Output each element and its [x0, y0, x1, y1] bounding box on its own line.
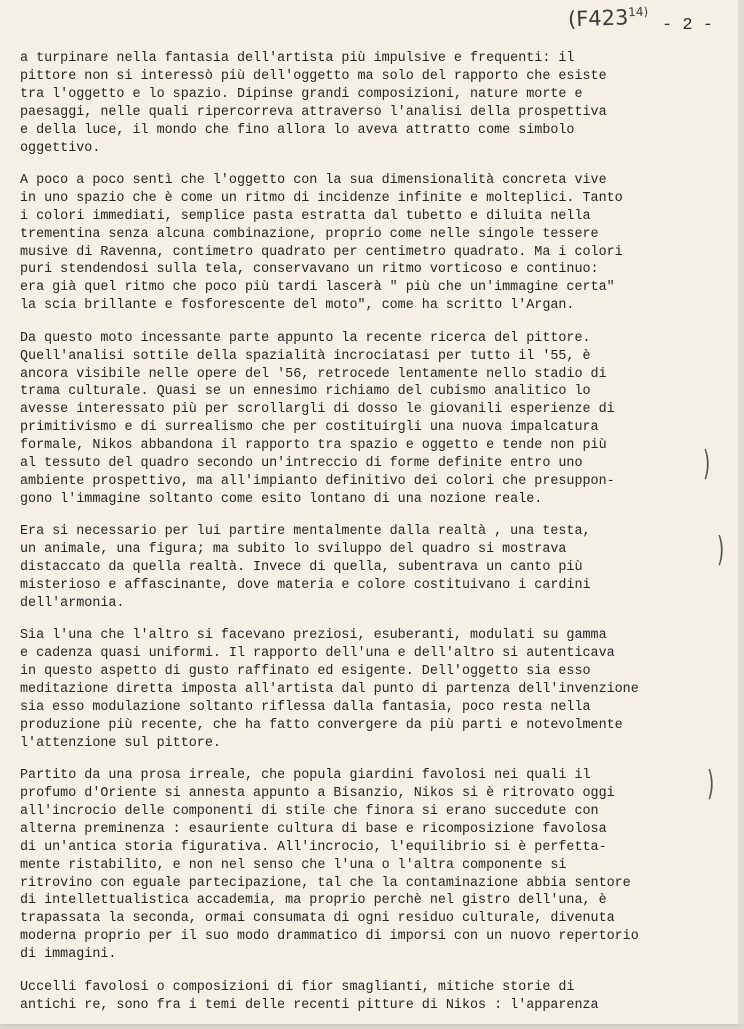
text-line: primitivismo e di surrealismo che per costituirgli una nuova impalcatura — [20, 420, 599, 436]
text-line: Partito da una prosa irreale, che popula giardini favolosi nei quali il — [20, 768, 591, 784]
text-line: gono l'immagine soltanto come esito lontano di una nozione reale. — [20, 491, 543, 507]
text-line: tra l'oggetto e lo spazio. Dipinse grandi composizioni, nature morte e — [20, 86, 583, 102]
page-number: - 2 - — [662, 16, 714, 35]
page-edge — [738, 0, 744, 1024]
margin-bracket-mark: ) — [702, 444, 711, 484]
text-line: trementina senza alcuna combinazione, proprio come nelle singole tessere — [20, 226, 599, 242]
text-line: di intellettualistica accademia, ma proprio perchè nel gistro dell'una, è — [20, 893, 607, 909]
paragraph-6 — [20, 767, 732, 964]
text-line: e della luce, il mondo che fino allora lo aveva attratto come simbolo — [20, 122, 575, 138]
text-line: i colori immediati, semplice pasta estratta dal tubetto e diluita nella — [20, 208, 591, 224]
text-line: pittore non si interessò più dell'oggetto ma solo del rapporto che esiste — [20, 68, 607, 84]
text-line: ritrovino con eguale partecipazione, tal che la contaminazione abbia sentore — [20, 875, 631, 891]
text-line: la scia brillante e fosforescente del moto", come ha scritto l'Argan. — [20, 298, 575, 314]
text-line: meditazione diretta imposta all'artista dal punto di partenza dell'invenzione — [20, 682, 639, 697]
text-line: antichi re, sono fra i temi delle recenti pitture di Nikos : l'apparenza — [20, 997, 599, 1013]
text-line: alterna preminenza : esauriente cultura di base e ricomposizione favolosa — [20, 821, 607, 837]
text-line: in questo aspetto di gusto raffinato ed esigente. Dell'oggetto sia esso — [20, 664, 591, 680]
text-line: distaccato da quella realtà. Invece di quella, subentrava un canto più — [20, 560, 583, 576]
text-line: profumo d'Oriente si annesta appunto a Bisanzio, Nikos si è ritrovato oggi — [20, 786, 615, 802]
text-line: era già quel ritmo che poco più tardi lascerà " più che un'immagine certa" — [20, 280, 615, 296]
text-line: misterioso e affascinante, dove materia e colore costituivano i cardini — [20, 577, 591, 593]
text-line: oggettivo. — [20, 140, 101, 156]
text-line: trama culturale. Quasi se un ennesimo richiamo del cubismo analitico lo — [20, 384, 591, 400]
text-line: Uccelli favolosi o composizioni di fior smaglianti, mitiche storie di — [20, 979, 575, 995]
text-line: di immagini. — [20, 947, 117, 963]
paragraph-4 — [20, 523, 732, 613]
text-line: A poco a poco sentì che l'oggetto con la sua dimensionalità concreta vive — [20, 172, 607, 188]
margin-bracket-mark: ) — [716, 530, 725, 570]
text-line: in uno spazio che è come un ritmo di incidenze infinite e molteplici. Tanto — [20, 190, 623, 206]
text-line: sia esso modulazione soltanto riflessa dalla fantasia, poco resta nella — [20, 699, 591, 715]
paragraph-2 — [20, 172, 732, 315]
margin-bracket-mark: ) — [706, 764, 715, 804]
text-line: trapassata la seconda, ormai consumata di ogni residuo culturale, divenuta — [20, 911, 615, 927]
paragraph-7 — [20, 979, 732, 1015]
text-line: Era si necessario per lui partire mentalmente dalla realtà , una testa, — [20, 524, 591, 540]
text-line: Quell'analisi sottile della spazialità incrociatasi per tutto il '55, è — [20, 348, 591, 364]
text-line: avesse interessato più per scrollargli di dosso le giovanili esperienze di — [20, 402, 615, 418]
text-line: paesaggi, nelle quali ripercorreva attraverso l'analisi della prospettiva — [20, 104, 607, 120]
paragraph-5 — [20, 627, 732, 752]
text-line: all'incrocio delle componenti di stile che finora si erano succedute con — [20, 803, 599, 819]
text-line: formale, Nikos abbandona il rapporto tra spazio e oggetto e tende non più — [20, 438, 607, 454]
text-line: moderna proprio per il suo modo drammatico di imporsi con un nuovo repertorio — [20, 929, 639, 945]
text-line: Da questo moto incessante parte appunto la recente ricerca del pittore. — [20, 330, 591, 346]
text-line: ambiente prospettivo, ma all'impianto definitivo dei colori che presuppon- — [20, 473, 615, 489]
text-line: mente ristabilito, e non nel senso che l'una o l'altra componente si — [20, 857, 567, 873]
text-line: produzione più recente, che ha fatto convergere da più parti e notevolmente — [20, 717, 623, 733]
body-text — [20, 50, 732, 1029]
text-line: e cadenza quasi uniformi. Il rapporto dell'una e dell'altro si autenticava — [20, 646, 615, 662]
paragraph-3 — [20, 330, 732, 509]
text-line: al tessuto del quadro secondo un'intreccio di forme definite entro uno — [20, 456, 583, 472]
text-line: Sia l'una che l'altro si facevano preziosi, esuberanti, modulati su gamma — [20, 628, 607, 644]
text-line: di un'antica storia figurativa. All'incrocio, l'equilibrio si è perfetta- — [20, 839, 607, 855]
text-line: un animale, una figura; ma subito lo sviluppo del quadro si mostrava — [20, 542, 567, 558]
handwritten-archive-note: (F423$^{14)}$ — [567, 4, 649, 32]
text-line: l'attenzione sul pittore. — [20, 735, 221, 751]
text-line: a turpinare nella fantasia dell'artista più impulsive e frequenti: il — [20, 51, 575, 66]
text-line: dell'armonia. — [20, 595, 125, 611]
text-line: ancora visibile nelle opere del '56, retrocede lentamente nello stadio di — [20, 366, 607, 382]
paragraph-1 — [20, 50, 732, 157]
text-line: musive di Ravenna, contimetro quadrato per centimetro quadrato. Ma i colori — [20, 244, 623, 260]
text-line: puri stendendosi sulla tela, conservavano un ritmo vorticoso e continuo: — [20, 262, 599, 278]
